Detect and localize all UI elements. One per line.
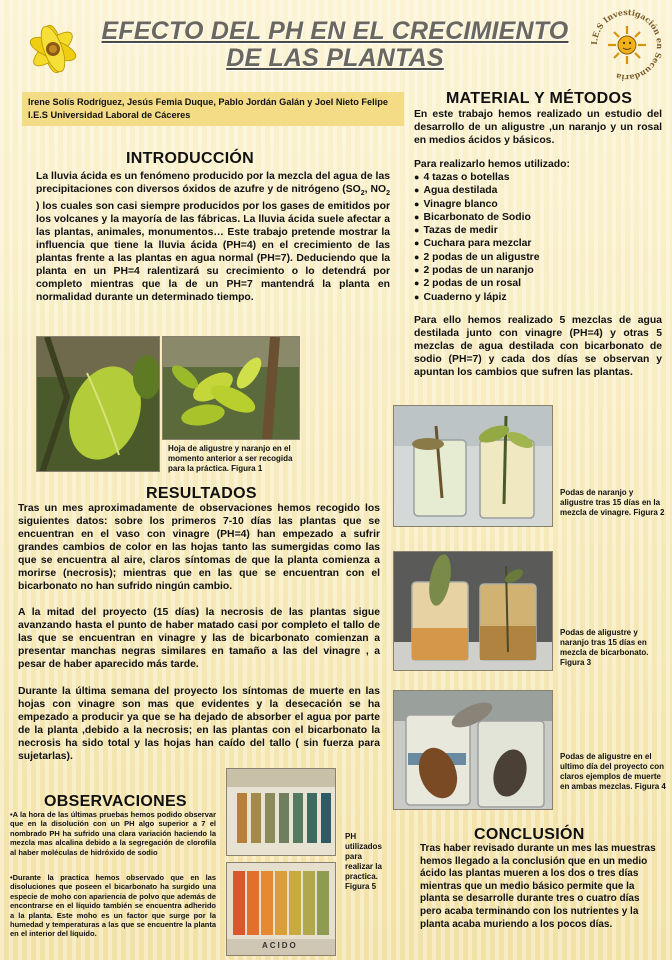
figure1-photo-leaf [36, 336, 160, 472]
ph-strip-label: ACIDO [262, 941, 298, 950]
resultados-p1: Tras un mes aproximadamente de observaciones hemos recogido los siguientes datos: sobre los primeros 7-10 días las plantas que se encuentran en el vaso con vinagre (PH=4) han empezado a sufrir grandes cambios de color en las hojas tanto las sumergidas como las que se encuentra al aire, claros síntomas de que la planta comienza a morirse (necrosis); mientras que en las que se encuentran con el bicarbonato no han sufrido ningún cambio. [18, 503, 380, 592]
list-item: ● 4 tazas o botellas [414, 171, 662, 184]
list-item: ● Vinagre blanco [414, 198, 662, 211]
introduccion-heading: INTRODUCCIÓN [126, 150, 255, 167]
figure4-caption: Podas de aligustre en el ultimo día del proyecto con claros ejemplos de muerte en ambas mezclas. Figura 4 [560, 752, 666, 791]
material-list-intro: Para realizarlo hemos utilizado: [414, 159, 570, 170]
introduccion-text: La lluvia ácida es un fenómeno producido por la mezcla del agua de las precipitaciones con diversos óxidos de azufre y de nitrógeno ($SO_2$, $NO_2$ ) los cuales son casi siempre producidos por los gases de emitidos por los volcanes y la mayoría de las fábricas. La lluvia ácida suele afectar a las plantas, animales, monumentos… Este trabajo pretende mostrar la influencia que tiene la lluvia ácida (PH=4) en el crecimiento de las plantas frente a las plantas en agua normal (PH=7). Deduciendo que la planta en un PH=4 ralentizará su crecimiento o lo detendrá por completo mientras que la de un PH=7 mantendrá la planta en normalidad durante un determinado tiempo. [36, 171, 390, 304]
authors-box [22, 92, 404, 126]
resultados-p2: A la mitad del proyecto (15 días) la necrosis de las plantas sigue avanzando hasta el punto de haber matado casi por completo el tallo de las que se encuentran en vinagre y las de bicarbonato comienzan a presentar manchas negras similares en tamaño a las del vinagre , a pesar de haber aparecido más tarde. [18, 607, 380, 670]
figure3-photo [393, 551, 553, 671]
material-heading: MATERIAL Y MÉTODOS [446, 90, 633, 107]
list-item: ● 2 podas de un aligustre [414, 251, 662, 264]
list-item: ● Cuchara para mezclar [414, 237, 662, 250]
list-item: ● Bicarbonato de Sodio [414, 211, 662, 224]
figure3-caption: Podas de aligustre y naranjo tras 15 días en mezcla de bicarbonato. Figura 3 [560, 628, 649, 667]
school-name: I.E.S Universidad Laboral de Cáceres [28, 110, 191, 120]
figure1-caption: Hoja de aligustre y naranjo en el momento anterior a ser recogida para la práctica. Figura 1 [168, 444, 293, 473]
list-item: ● 2 podas de un rosal [414, 277, 662, 290]
flower-icon [18, 18, 88, 80]
svg-text:I.E.S Investigación en Secunda: I.E.S Investigación en Secundaria [588, 6, 666, 84]
material-intro: En este trabajo hemos realizado un estudio del desarrollo de un aligustre ,un naranjo y un rosal en medios ácidos y básicos. [414, 109, 662, 146]
observaciones-heading: OBSERVACIONES [44, 793, 187, 810]
list-item: ● Cuaderno y lápiz [414, 291, 662, 304]
poster-title: EFECTO DEL PH EN EL CRECIMIENTO DE LAS PLANTAS [101, 17, 569, 72]
material-list [414, 171, 662, 304]
figure5-ph-strips-top [226, 768, 336, 856]
observacion-1: •A la hora de las últimas pruebas hemos podido observar que en la disolución con un PH algo superior a 7 el nombrado PH ha sufrido una clara variación haciendo la mezcla mas alcalina debido a la segregación de clorofila al haber moléculas de hidróxido de sodio [10, 810, 216, 857]
observacion-2: •Durante la practica hemos observado que en las disoluciones que poseen el bicarbonato ha surgido una especie de moho con apariencia de polvo que además de encontrarse en el líquido también se encuentra adherido a la planta. Este moho es un factor que surge por la humedad y temperaturas a las que se encuentre la planta en el interior del líquido. [10, 873, 216, 939]
school-logo [588, 6, 666, 84]
figure4-photo [393, 690, 553, 810]
authors: Irene Solís Rodríguez, Jesús Femia Duque, Pablo Jordán Galán y Joel Nieto Felipe [28, 97, 388, 107]
figure2-caption: Podas de naranjo y aligustre tras 15 días en la mezcla de vinagre. Figura 2 [560, 488, 665, 517]
figure1-photo-orange [162, 336, 300, 440]
list-item: ● 2 podas de un naranjo [414, 264, 662, 277]
conclusion-text: Tras haber revisado durante un mes las muestras hemos llegado a la conclusión que en un medio ácido las plantas mueren a los dos o tres días mientras que un medio básico permite que la planta se desarrolle durante tres o cuatro días pero acaba terminando con los nutrientes y la planta acaba muriendo a los pocos días. [420, 843, 656, 930]
resultados-p3: Durante la última semana del proyecto los síntomas de muerte en las hojas con vinagre son mas que evidentes y la desecación se ha empezado a producir ya que se ha dejado de absorber el agua por parte de la planta ,debido a la necrosis; en las plantas con el bicarbonato la necrosis ha sido total y las hojas han caído del tallo ( sin fuerza para sujetarlas). [18, 686, 380, 762]
list-item: ● Agua destilada [414, 184, 662, 197]
list-item: ● Tazas de medir [414, 224, 662, 237]
material-method: Para ello hemos realizado 5 mezclas de agua destilada junto con vinagre (PH=4) y otras 5 mezclas de agua destilada con bicarbonato de sodio (PH=7) y cada dos días se observan y apuntan los cambios que sufren las plantas. [414, 315, 662, 378]
figure5-caption: PH utilizados para realizar la practica. Figura 5 [345, 832, 382, 891]
figure2-photo [393, 405, 553, 527]
conclusion-heading: CONCLUSIÓN [474, 826, 585, 843]
resultados-heading: RESULTADOS [146, 485, 257, 502]
